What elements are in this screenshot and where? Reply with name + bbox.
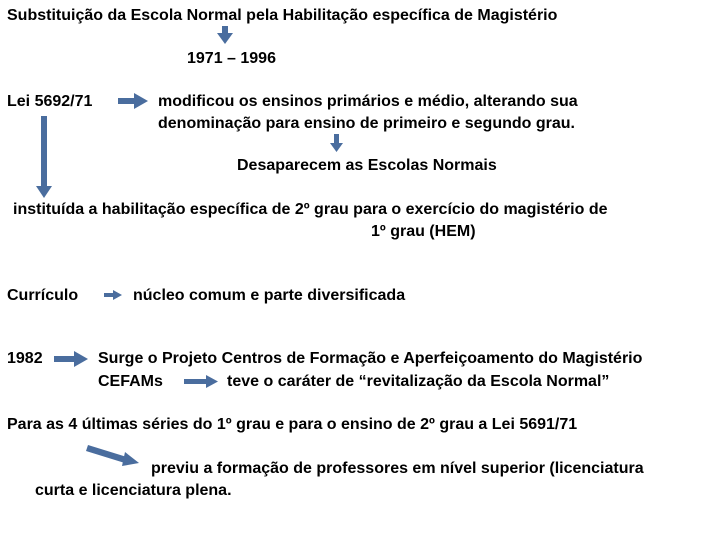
cefam-right-arrow (184, 375, 218, 388)
disappear-down-arrow (330, 134, 343, 152)
final-line: Para as 4 últimas séries do 1º grau e para o ensino de 2º grau a Lei 5691/71 (7, 416, 578, 433)
law-label: Lei 5692/71 (7, 93, 93, 110)
year-right-arrow (54, 351, 88, 367)
law-right-arrow (118, 93, 148, 109)
law-effect-line2: denominação para ensino de primeiro e segundo grau. (158, 115, 575, 132)
hem-line2: 1º grau (HEM) (371, 223, 476, 240)
cefam-line1: Surge o Projeto Centros de Formação e Aperfeiçoamento do Magistério (98, 350, 643, 367)
diagonal-arrow (86, 445, 139, 466)
title-down-arrow (217, 26, 233, 44)
prev-line2: curta e licenciatura plena. (35, 482, 232, 499)
cefam-label: CEFAMs (98, 373, 163, 390)
law-effect-line1: modificou os ensinos primários e médio, alterando sua (158, 93, 578, 110)
curriculum-value: núcleo comum e parte diversificada (133, 287, 406, 304)
curriculum-right-arrow (104, 290, 122, 300)
title: Substituição da Escola Normal pela Habilitação específica de Magistério (7, 7, 558, 24)
prev-line1: previu a formação de professores em nível superior (licenciatura (151, 460, 644, 477)
law-down-arrow (36, 116, 52, 198)
hem-line1: instituída a habilitação específica de 2º grau para o exercício do magistério de (13, 201, 608, 218)
cefam-character: teve o caráter de “revitalização da Escola Normal” (227, 373, 610, 390)
disappear-text: Desaparecem as Escolas Normais (237, 157, 497, 174)
curriculum-label: Currículo (7, 287, 79, 304)
year-1982: 1982 (7, 350, 43, 367)
period: 1971 – 1996 (187, 50, 276, 67)
